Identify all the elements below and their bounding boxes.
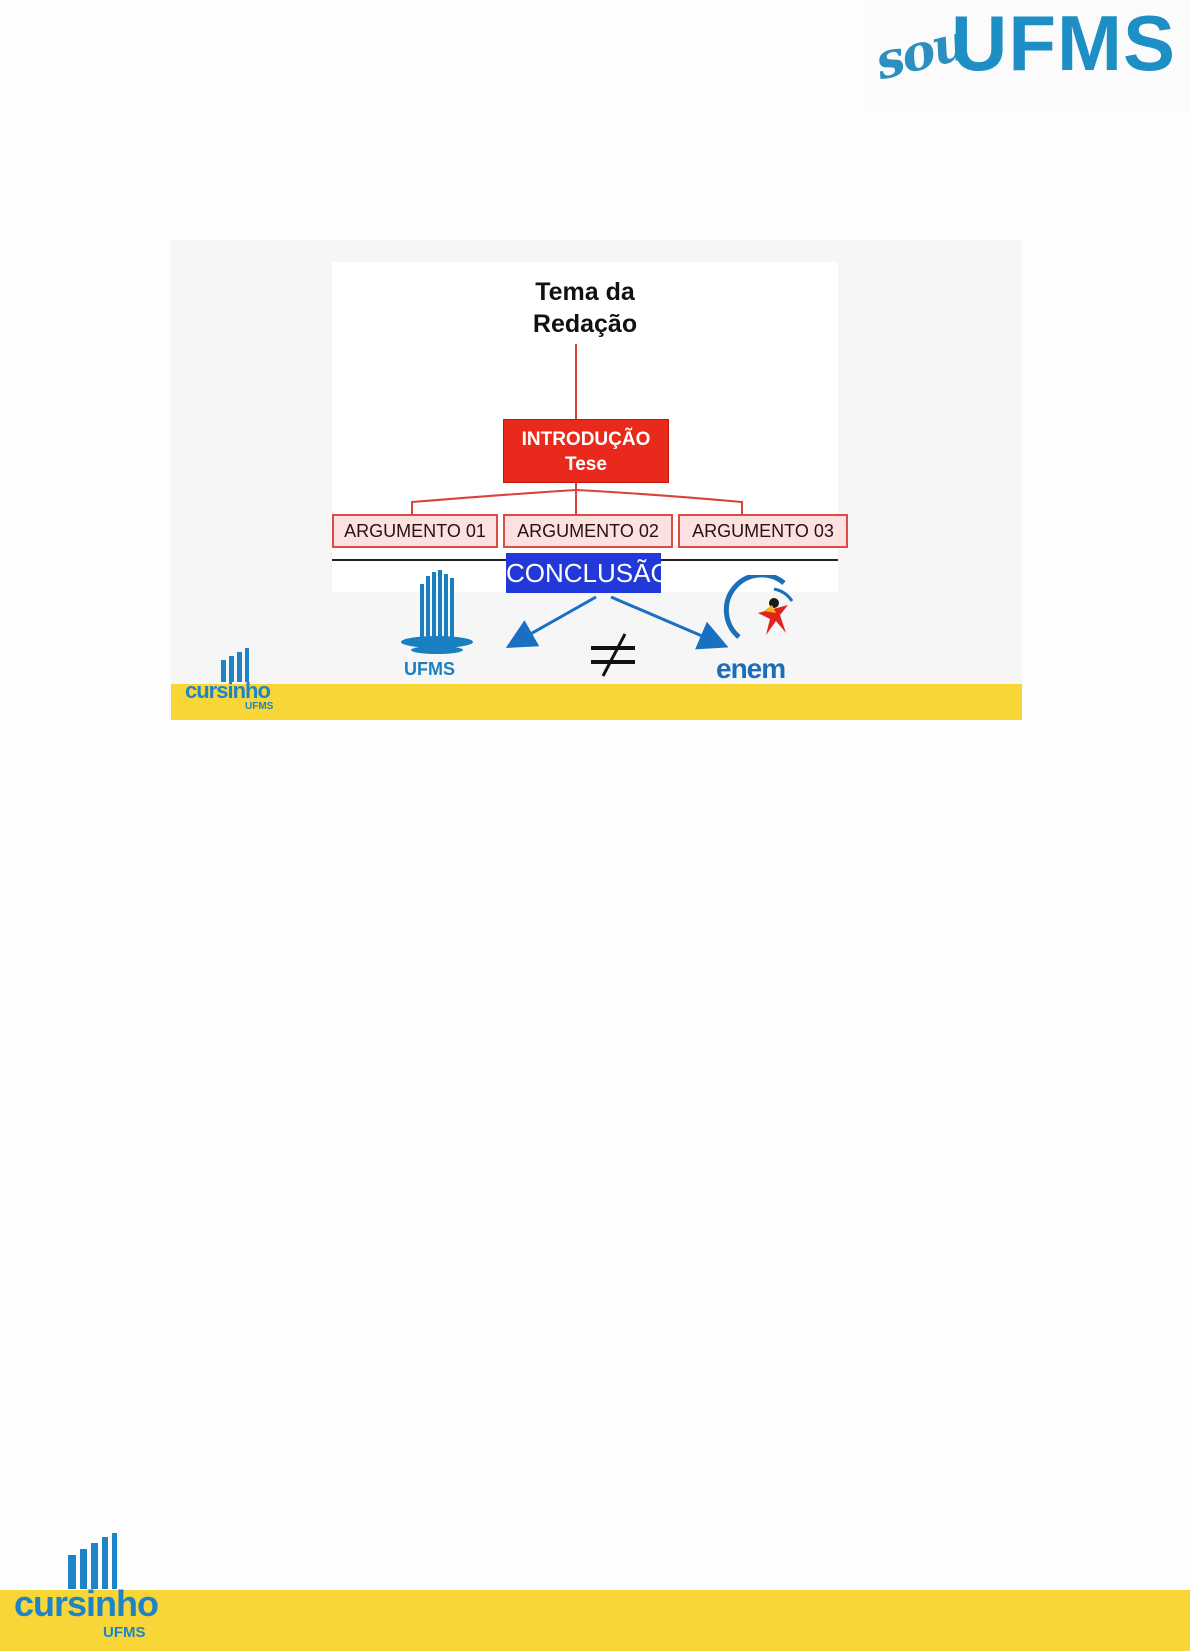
cursinho-sub-footer: UFMS	[103, 1624, 146, 1641]
cursinho-word: cursinho	[185, 678, 270, 703]
cursinho-logo-footer	[10, 1533, 160, 1648]
cursinho-logo-small	[181, 648, 281, 716]
ufms-building-icon	[396, 570, 481, 660]
topic-line-1: Tema da	[535, 278, 635, 306]
introduction-sub: Tese	[565, 454, 607, 475]
page-footer-band	[0, 1590, 1190, 1651]
sou-ufms-logo	[865, 0, 1190, 112]
argument-box-1: ARGUMENTO 01	[332, 514, 498, 548]
essay-structure-slide	[171, 240, 1022, 720]
argument-box-3: ARGUMENTO 03	[678, 514, 848, 548]
enem-figure-icon	[714, 575, 814, 655]
topic-line-2: Redação	[532, 310, 638, 338]
conclusion-box: CONCLUSÃO	[506, 553, 661, 593]
not-equal-symbol	[583, 628, 643, 682]
slide-footer-band	[171, 684, 1022, 720]
enem-label: enem	[716, 653, 786, 684]
ufms-logo	[396, 570, 481, 680]
cursinho-sub: UFMS	[245, 701, 274, 712]
introduction-title: INTRODUÇÃO	[521, 429, 651, 450]
brand-name: UFMS	[951, 0, 1176, 87]
argument-box-2: ARGUMENTO 02	[503, 514, 673, 548]
brand-prefix: sou	[869, 11, 973, 92]
not-equal-icon	[583, 628, 643, 682]
cursinho-word-footer: cursinho	[14, 1583, 159, 1624]
enem-logo	[714, 575, 814, 685]
ufms-label: UFMS	[404, 659, 455, 679]
